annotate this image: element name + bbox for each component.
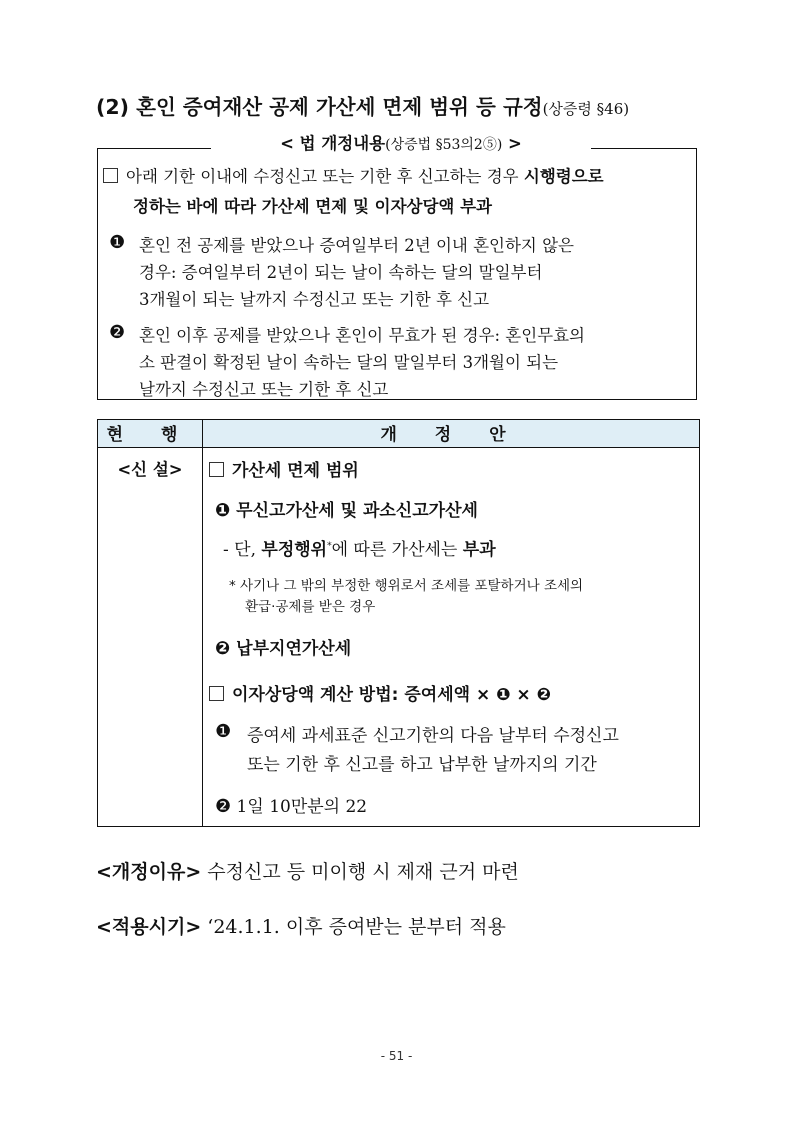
proposed-heading-2 [209,680,551,705]
table-row [98,448,700,827]
sub-bold-fraud: 부정행위 [261,540,328,560]
proposed-heading-1 [209,456,359,481]
revision-reason [96,857,519,884]
law-item-2-line2: 소 판결이 확정된 날이 속하는 달의 말일부터 3개월이 되는 [139,353,559,372]
law-item-2-line1: 혼인 이후 공제를 받았으나 혼인이 무효가 된 경우: 혼인무효의 [139,326,585,345]
table-header-row [98,420,700,448]
footnote-star: * [327,541,332,552]
section-title-ref: (상증령 §46) [542,100,630,118]
proposed-heading-1-text: 가산세 면제 범위 [232,461,359,481]
law-item-2 [109,322,125,343]
law-intro-text: 아래 기한 이내에 수정신고 또는 기한 후 신고하는 경우 [126,167,524,186]
circled-two-icon: ❷ [215,796,232,817]
interest-item-2 [215,792,367,817]
law-change-heading [211,132,591,156]
sub-prefix: - 단, [223,540,262,560]
current-cell: <신 설> [98,448,203,827]
checkbox-bullet-icon [103,168,118,183]
reason-text: 수정신고 등 미이행 시 제재 근거 마련 [201,861,519,883]
checkbox-bullet-icon [209,462,224,477]
law-item-1-line3: 3개월이 되는 날까지 수정신고 또는 기한 후 신고 [139,290,490,309]
law-item-1-line2: 경우: 증여일부터 2년이 되는 날이 속하는 달의 말일부터 [139,263,543,282]
circled-one-icon: ❶ [215,500,231,521]
checkbox-bullet-icon [209,686,224,701]
proposed-item-1 [215,496,478,521]
law-heading-ref: (상증법 §53의2⑤) [385,137,503,153]
effective-label: <적용시기> [96,916,202,938]
footnote-line2: 환급·공제를 받은 경우 [245,599,376,615]
effective-text: ‘24.1.1. 이후 증여받는 분부터 적용 [201,916,506,938]
header-proposed: 개 정 안 [203,420,700,448]
interest-item-2-text: 1일 10만분의 22 [236,797,368,817]
page-number: - 51 - [380,1049,413,1063]
effective-date [96,912,506,939]
proposed-item-1-text: 무신고가산세 및 과소신고가산세 [236,501,478,521]
law-intro-line2: 정하는 바에 따라 가산세 면제 및 이자상당액 부과 [133,197,492,216]
proposed-heading-2-text: 이자상당액 계산 방법: 증여세액 × ❶ × ❷ [232,685,551,705]
law-item-1-line1: 혼인 전 공제를 받았으나 증여일부터 2년 이내 혼인하지 않은 [139,236,574,255]
proposed-cell [203,448,700,827]
circled-two-icon: ❷ [109,322,126,343]
law-heading-text: < 법 개정내용 [280,134,386,153]
circled-two-icon: ❷ [215,638,231,659]
revision-table [97,419,700,827]
sub-mid: 에 따른 가산세는 [331,540,463,560]
sub-bold-impose: 부과 [462,540,496,560]
interest-item-1-line1: 증여세 과세표준 신고기한의 다음 날부터 수정신고 [247,726,619,746]
interest-item-1-line2: 또는 기한 후 신고를 하고 납부한 날까지의 기간 [247,755,597,775]
law-intro-line1 [103,163,604,187]
proposed-item-2 [215,634,351,659]
reason-label: <개정이유> [96,861,202,883]
law-heading-tail: > [502,134,522,153]
circled-one-icon: ❶ [215,721,232,742]
law-item-2-line3: 날까지 수정신고 또는 기한 후 신고 [139,380,389,399]
proposed-item-2-text: 납부지연가산세 [236,639,352,659]
footnote-line1: * 사기나 그 밖의 부정한 행위로서 조세를 포탈하거나 조세의 [229,578,584,594]
section-title [96,90,716,120]
header-current: 현 행 [98,420,203,448]
law-intro-bold: 시행령으로 [523,167,604,186]
law-item-1 [109,232,125,253]
interest-item-1 [215,721,231,742]
circled-one-icon: ❶ [109,232,126,253]
proposed-item-1-sub [223,535,496,560]
section-title-text: (2) 혼인 증여재산 공제 가산세 면제 범위 등 규정 [96,95,543,119]
